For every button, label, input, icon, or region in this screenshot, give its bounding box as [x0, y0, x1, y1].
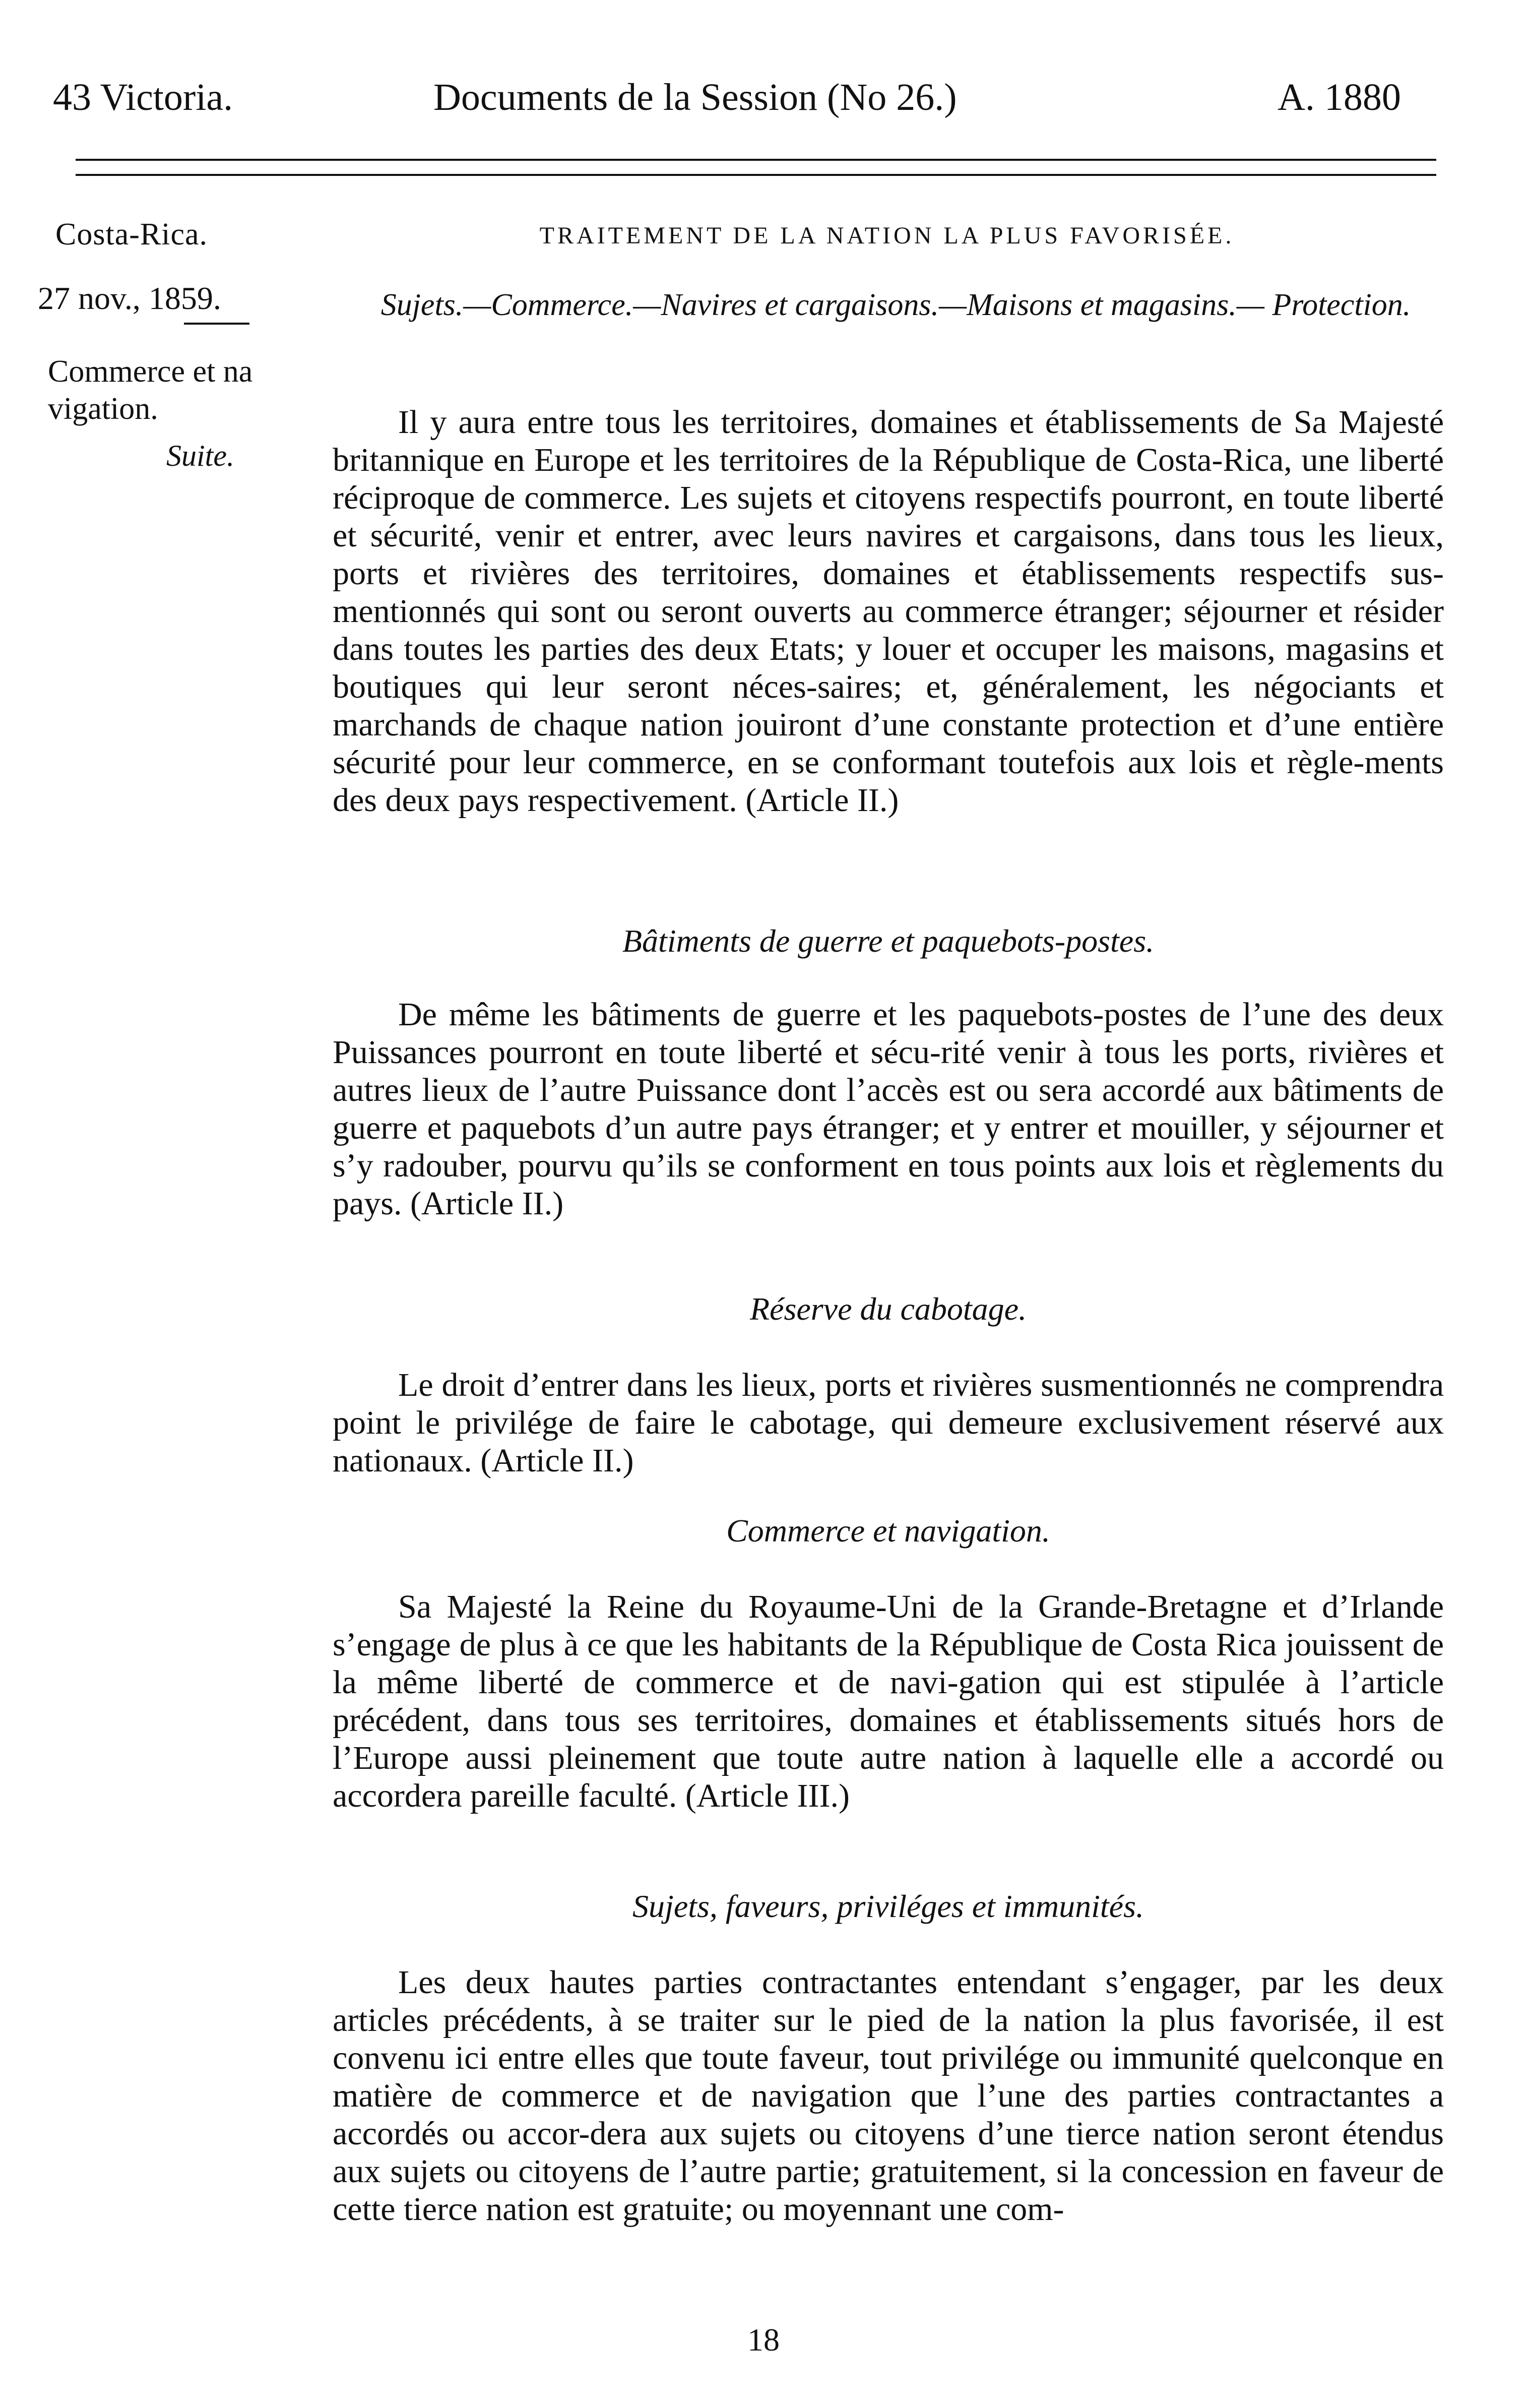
running-head-center: Documents de la Session (No 26.) [433, 76, 957, 118]
paragraph-article-2-batiments: De même les bâtiments de guerre et les paquebots-postes de l’une des deux Puissances pourront en toute liberté et sécu-rité venir à tous les ports, rivières et autres lieux de l’autre Puissance dont l’accès est ou sera accordé aux bâtiments de guerre et paquebots d’un autre pays étranger; et y entrer et mouiller, y séjourner et s’y radouber, pourvu qu’ils se conforment en tous points aux lois et règlements du pays. (Article II.) [333, 996, 1444, 1222]
margin-suite: Suite. [166, 439, 234, 472]
paragraph-article-2-cabotage: Le droit d’entrer dans les lieux, ports et rivières susmentionnés ne comprendra point le privilége de faire le cabotage, qui demeure exclusivement réservé aux nationaux. (Article II.) [333, 1367, 1444, 1479]
running-head [0, 76, 1527, 126]
subject-line: Sujets.—Commerce.—Navires et cargaisons.—Maisons et magasins.— Protection. [380, 288, 1411, 322]
header-rule-bottom [76, 174, 1436, 176]
heading-sujets-faveurs: Sujets, faveurs, priviléges et immunités. [632, 1888, 1144, 1924]
margin-country: Costa-Rica. [55, 217, 208, 252]
heading-commerce-navigation: Commerce et navigation. [726, 1513, 1050, 1549]
paragraph-article-3: Sa Majesté la Reine du Royaume-Uni de la Grande-Bretagne et d’Irlande s’engage de plus à ce que les habitants de la République de Costa Rica jouissent de la même liberté de commerce et de navi-gation qui est stipulée à l’article précédent, dans tous ses territoires, domaines et établissements situés hors de l’Europe aussi pleinement que toute autre nation à laquelle elle a accordé ou accordera pareille faculté. (Article III.) [333, 1588, 1444, 1814]
heading-reserve-cabotage: Réserve du cabotage. [749, 1291, 1027, 1327]
paragraph-nation-plus-favorisee: Les deux hautes parties contractantes entendant s’engager, par les deux articles précédents, à se traiter sur le pied de la nation la plus favorisée, il est convenu ici entre elles que toute faveur, tout privilége ou immunité quelconque en matière de commerce et de navigation que l’une des parties contractantes a accordés ou accor-dera aux sujets ou citoyens d’une tierce nation seront étendus aux sujets ou citoyens de l’autre partie; gratuitement, si la concession en faveur de cette tierce nation est gratuite; ou moyennant une com- [333, 1964, 1444, 2228]
header-rule-top [76, 159, 1436, 161]
paragraph-article-2-commerce: Il y aura entre tous les territoires, domaines et établissements de Sa Majesté britannique en Europe et les territoires de la République de Costa-Rica, une liberté réciproque de commerce. Les sujets et citoyens respectifs pourront, en toute liberté et sécurité, venir et entrer, avec leurs navires et cargaisons, dans tous les lieux, ports et rivières des territoires, domaines et établissements respectifs sus-mentionnés qui sont ou seront ouverts au commerce étranger; séjourner et résider dans toutes les parties des deux Etats; y louer et occuper les maisons, magasins et boutiques qui leur seront néces-saires; et, généralement, les négociants et marchands de chaque nation jouiront d’une constante protection et d’une entière sécurité pour leur commerce, en se conformant toutefois aux lois et règle-ments des deux pays respectivement. (Article II.) [333, 404, 1444, 819]
running-head-right: A. 1880 [1278, 76, 1401, 118]
heading-batiments-de-guerre: Bâtiments de guerre et paquebots-postes. [622, 923, 1155, 959]
margin-dash [184, 323, 249, 325]
section-title: TRAITEMENT DE LA NATION LA PLUS FAVORISÉE. [539, 222, 1235, 249]
running-head-left: 43 Victoria. [53, 76, 233, 118]
margin-date: 27 nov., 1859. [38, 280, 221, 316]
page-number: 18 [747, 2322, 780, 2358]
margin-topic: Commerce et na vigation. [48, 354, 253, 426]
